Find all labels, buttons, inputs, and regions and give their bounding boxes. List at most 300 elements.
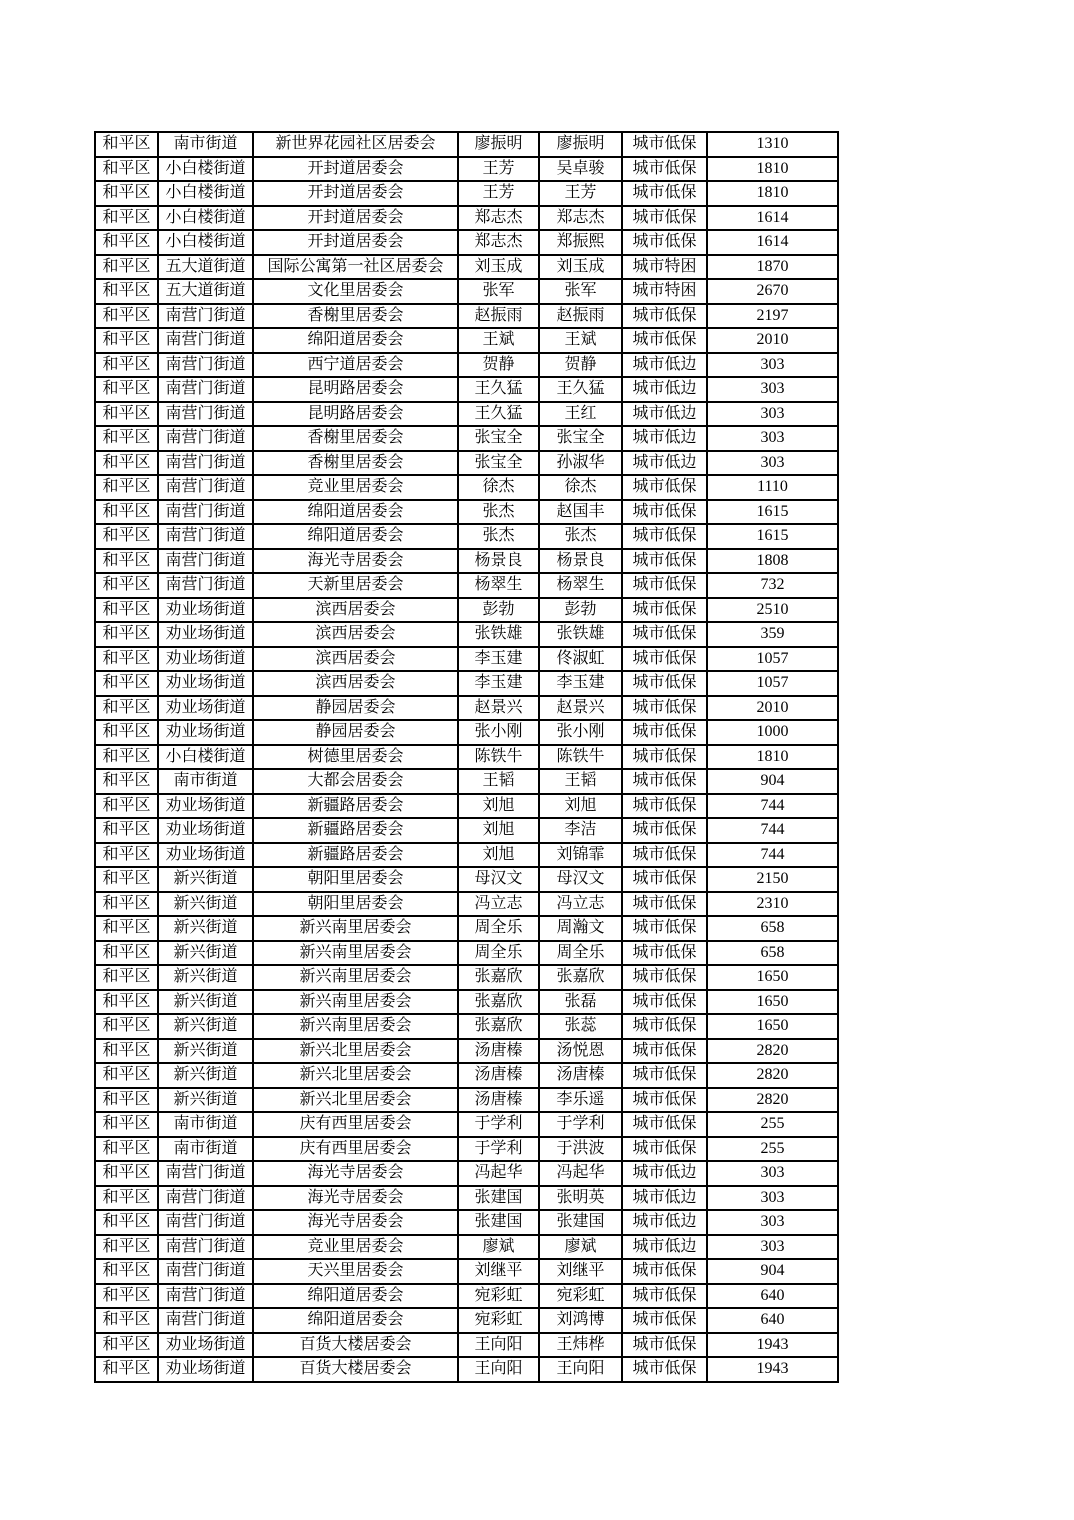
cell-district: 和平区: [95, 500, 158, 525]
cell-district: 和平区: [95, 157, 158, 182]
cell-family-member: 张军: [539, 279, 622, 304]
cell-category: 城市低保: [622, 524, 707, 549]
cell-applicant: 张杰: [458, 524, 539, 549]
table-row: [95, 1088, 838, 1113]
cell-category: 城市低保: [622, 720, 707, 745]
table-row: [95, 1235, 838, 1260]
cell-street: 南营门街道: [158, 328, 253, 353]
cell-category: 城市低保: [622, 230, 707, 255]
cell-committee: 天新里居委会: [253, 573, 458, 598]
cell-category: 城市低保: [622, 843, 707, 868]
cell-committee: 朝阳里居委会: [253, 867, 458, 892]
cell-committee: 香榭里居委会: [253, 426, 458, 451]
table-row: [95, 181, 838, 206]
cell-applicant: 赵景兴: [458, 696, 539, 721]
cell-amount: 303: [707, 402, 838, 427]
table-row: [95, 475, 838, 500]
cell-applicant: 张建国: [458, 1186, 539, 1211]
cell-category: 城市低保: [622, 500, 707, 525]
cell-category: 城市低保: [622, 818, 707, 843]
cell-district: 和平区: [95, 549, 158, 574]
cell-district: 和平区: [95, 451, 158, 476]
table-row: [95, 524, 838, 549]
cell-family-member: 廖振明: [539, 132, 622, 157]
cell-district: 和平区: [95, 696, 158, 721]
cell-street: 南营门街道: [158, 475, 253, 500]
table-row: [95, 377, 838, 402]
cell-committee: 竞业里居委会: [253, 475, 458, 500]
cell-amount: 1615: [707, 500, 838, 525]
cell-street: 南营门街道: [158, 1161, 253, 1186]
cell-district: 和平区: [95, 1210, 158, 1235]
cell-family-member: 李乐遥: [539, 1088, 622, 1113]
table-row: [95, 1259, 838, 1284]
cell-district: 和平区: [95, 843, 158, 868]
cell-family-member: 汤唐榛: [539, 1063, 622, 1088]
cell-street: 劝业场街道: [158, 647, 253, 672]
cell-applicant: 张铁雄: [458, 622, 539, 647]
cell-amount: 359: [707, 622, 838, 647]
table-row: [95, 1112, 838, 1137]
table-row: [95, 1014, 838, 1039]
cell-district: 和平区: [95, 132, 158, 157]
cell-family-member: 张杰: [539, 524, 622, 549]
cell-committee: 香榭里居委会: [253, 304, 458, 329]
cell-amount: 1614: [707, 230, 838, 255]
cell-committee: 竞业里居委会: [253, 1235, 458, 1260]
cell-family-member: 孙淑华: [539, 451, 622, 476]
cell-applicant: 赵振雨: [458, 304, 539, 329]
cell-applicant: 李玉建: [458, 647, 539, 672]
cell-category: 城市低保: [622, 671, 707, 696]
cell-committee: 百货大楼居委会: [253, 1357, 458, 1382]
cell-street: 劝业场街道: [158, 1357, 253, 1382]
cell-applicant: 廖振明: [458, 132, 539, 157]
cell-amount: 1310: [707, 132, 838, 157]
cell-applicant: 贺静: [458, 353, 539, 378]
cell-applicant: 刘旭: [458, 818, 539, 843]
cell-district: 和平区: [95, 916, 158, 941]
table-row: [95, 598, 838, 623]
cell-amount: 1810: [707, 181, 838, 206]
cell-committee: 开封道居委会: [253, 157, 458, 182]
cell-category: 城市低保: [622, 794, 707, 819]
table-row: [95, 622, 838, 647]
cell-category: 城市低保: [622, 1063, 707, 1088]
table-row: [95, 451, 838, 476]
cell-district: 和平区: [95, 1186, 158, 1211]
cell-district: 和平区: [95, 206, 158, 231]
cell-amount: 640: [707, 1284, 838, 1309]
cell-street: 南营门街道: [158, 426, 253, 451]
table-row: [95, 647, 838, 672]
cell-applicant: 王久猛: [458, 377, 539, 402]
cell-amount: 1943: [707, 1333, 838, 1358]
table-row: [95, 671, 838, 696]
cell-family-member: 王斌: [539, 328, 622, 353]
cell-category: 城市低保: [622, 157, 707, 182]
cell-amount: 303: [707, 1186, 838, 1211]
cell-street: 小白楼街道: [158, 157, 253, 182]
cell-applicant: 汤唐榛: [458, 1088, 539, 1113]
cell-street: 南营门街道: [158, 377, 253, 402]
cell-committee: 国际公寓第一社区居委会: [253, 255, 458, 280]
table-row: [95, 1186, 838, 1211]
cell-committee: 文化里居委会: [253, 279, 458, 304]
cell-applicant: 张嘉欣: [458, 965, 539, 990]
cell-category: 城市低边: [622, 353, 707, 378]
table-row: [95, 892, 838, 917]
table-row: [95, 867, 838, 892]
cell-applicant: 周全乐: [458, 941, 539, 966]
welfare-table-body: [95, 132, 838, 1382]
cell-category: 城市低保: [622, 1259, 707, 1284]
table-row: [95, 1308, 838, 1333]
cell-district: 和平区: [95, 745, 158, 770]
cell-amount: 255: [707, 1137, 838, 1162]
cell-district: 和平区: [95, 1014, 158, 1039]
table-row: [95, 353, 838, 378]
cell-category: 城市低边: [622, 1210, 707, 1235]
cell-applicant: 王芳: [458, 181, 539, 206]
cell-applicant: 张杰: [458, 500, 539, 525]
cell-street: 南营门街道: [158, 1186, 253, 1211]
cell-district: 和平区: [95, 1284, 158, 1309]
cell-applicant: 王斌: [458, 328, 539, 353]
cell-amount: 303: [707, 1210, 838, 1235]
cell-category: 城市低保: [622, 304, 707, 329]
cell-committee: 新疆路居委会: [253, 794, 458, 819]
cell-district: 和平区: [95, 1112, 158, 1137]
cell-category: 城市低保: [622, 206, 707, 231]
cell-applicant: 刘玉成: [458, 255, 539, 280]
cell-amount: 744: [707, 818, 838, 843]
cell-category: 城市低保: [622, 1357, 707, 1382]
cell-applicant: 陈铁牛: [458, 745, 539, 770]
cell-committee: 庆有西里居委会: [253, 1112, 458, 1137]
cell-committee: 海光寺居委会: [253, 1161, 458, 1186]
cell-applicant: 张嘉欣: [458, 990, 539, 1015]
cell-committee: 绵阳道居委会: [253, 1284, 458, 1309]
cell-family-member: 周全乐: [539, 941, 622, 966]
cell-amount: 303: [707, 451, 838, 476]
cell-committee: 树德里居委会: [253, 745, 458, 770]
cell-amount: 1057: [707, 671, 838, 696]
cell-district: 和平区: [95, 304, 158, 329]
cell-family-member: 刘鸿博: [539, 1308, 622, 1333]
cell-amount: 2010: [707, 328, 838, 353]
table-row: [95, 230, 838, 255]
cell-amount: 1614: [707, 206, 838, 231]
cell-district: 和平区: [95, 1259, 158, 1284]
cell-category: 城市低保: [622, 892, 707, 917]
cell-street: 新兴街道: [158, 990, 253, 1015]
cell-family-member: 冯起华: [539, 1161, 622, 1186]
cell-amount: 2820: [707, 1039, 838, 1064]
cell-district: 和平区: [95, 1161, 158, 1186]
cell-amount: 303: [707, 1161, 838, 1186]
cell-applicant: 于学利: [458, 1137, 539, 1162]
cell-committee: 静园居委会: [253, 696, 458, 721]
cell-applicant: 廖斌: [458, 1235, 539, 1260]
cell-committee: 静园居委会: [253, 720, 458, 745]
cell-district: 和平区: [95, 1063, 158, 1088]
cell-committee: 绵阳道居委会: [253, 524, 458, 549]
cell-amount: 2310: [707, 892, 838, 917]
cell-district: 和平区: [95, 671, 158, 696]
cell-family-member: 汤悦恩: [539, 1039, 622, 1064]
cell-committee: 海光寺居委会: [253, 549, 458, 574]
cell-applicant: 杨景良: [458, 549, 539, 574]
cell-category: 城市低保: [622, 965, 707, 990]
cell-category: 城市低保: [622, 475, 707, 500]
cell-category: 城市低保: [622, 132, 707, 157]
cell-category: 城市特困: [622, 255, 707, 280]
cell-applicant: 冯立志: [458, 892, 539, 917]
cell-family-member: 周瀚文: [539, 916, 622, 941]
cell-district: 和平区: [95, 1333, 158, 1358]
cell-category: 城市低保: [622, 647, 707, 672]
table-row: [95, 1039, 838, 1064]
cell-district: 和平区: [95, 573, 158, 598]
cell-applicant: 王久猛: [458, 402, 539, 427]
cell-amount: 640: [707, 1308, 838, 1333]
cell-amount: 744: [707, 794, 838, 819]
table-row: [95, 720, 838, 745]
cell-applicant: 张嘉欣: [458, 1014, 539, 1039]
cell-category: 城市低保: [622, 328, 707, 353]
cell-applicant: 张军: [458, 279, 539, 304]
cell-family-member: 刘旭: [539, 794, 622, 819]
cell-category: 城市低边: [622, 426, 707, 451]
cell-district: 和平区: [95, 720, 158, 745]
cell-applicant: 杨翠生: [458, 573, 539, 598]
table-row: [95, 1284, 838, 1309]
table-row: [95, 573, 838, 598]
cell-committee: 朝阳里居委会: [253, 892, 458, 917]
cell-amount: 2670: [707, 279, 838, 304]
cell-applicant: 郑志杰: [458, 206, 539, 231]
cell-amount: 303: [707, 377, 838, 402]
table-row: [95, 1063, 838, 1088]
cell-family-member: 母汉文: [539, 867, 622, 892]
cell-amount: 2820: [707, 1063, 838, 1088]
cell-street: 劝业场街道: [158, 720, 253, 745]
cell-family-member: 宛彩虹: [539, 1284, 622, 1309]
cell-committee: 新兴南里居委会: [253, 1014, 458, 1039]
cell-district: 和平区: [95, 1039, 158, 1064]
cell-amount: 2010: [707, 696, 838, 721]
cell-street: 南营门街道: [158, 524, 253, 549]
cell-amount: 1870: [707, 255, 838, 280]
cell-amount: 1615: [707, 524, 838, 549]
cell-committee: 滨西居委会: [253, 622, 458, 647]
cell-district: 和平区: [95, 622, 158, 647]
cell-family-member: 王向阳: [539, 1357, 622, 1382]
cell-family-member: 王炜桦: [539, 1333, 622, 1358]
cell-applicant: 徐杰: [458, 475, 539, 500]
cell-street: 新兴街道: [158, 916, 253, 941]
cell-family-member: 张磊: [539, 990, 622, 1015]
cell-committee: 新兴北里居委会: [253, 1088, 458, 1113]
cell-applicant: 刘旭: [458, 794, 539, 819]
cell-street: 南营门街道: [158, 1259, 253, 1284]
cell-applicant: 张建国: [458, 1210, 539, 1235]
cell-category: 城市低保: [622, 769, 707, 794]
table-row: [95, 745, 838, 770]
table-row: [95, 990, 838, 1015]
cell-street: 新兴街道: [158, 1063, 253, 1088]
table-row: [95, 549, 838, 574]
cell-category: 城市低保: [622, 745, 707, 770]
cell-applicant: 宛彩虹: [458, 1284, 539, 1309]
cell-family-member: 李洁: [539, 818, 622, 843]
cell-street: 南营门街道: [158, 549, 253, 574]
table-row: [95, 157, 838, 182]
cell-category: 城市低保: [622, 1039, 707, 1064]
cell-street: 南市街道: [158, 769, 253, 794]
cell-committee: 庆有西里居委会: [253, 1137, 458, 1162]
cell-district: 和平区: [95, 965, 158, 990]
cell-street: 新兴街道: [158, 892, 253, 917]
cell-family-member: 王芳: [539, 181, 622, 206]
cell-amount: 1943: [707, 1357, 838, 1382]
cell-street: 劝业场街道: [158, 622, 253, 647]
cell-applicant: 于学利: [458, 1112, 539, 1137]
cell-family-member: 张嘉欣: [539, 965, 622, 990]
cell-committee: 滨西居委会: [253, 671, 458, 696]
cell-district: 和平区: [95, 353, 158, 378]
cell-family-member: 张小刚: [539, 720, 622, 745]
table-row: [95, 965, 838, 990]
table-row: [95, 304, 838, 329]
cell-family-member: 吴卓骏: [539, 157, 622, 182]
cell-category: 城市低保: [622, 1137, 707, 1162]
cell-committee: 百货大楼居委会: [253, 1333, 458, 1358]
cell-street: 新兴街道: [158, 1039, 253, 1064]
cell-committee: 绵阳道居委会: [253, 500, 458, 525]
table-row: [95, 279, 838, 304]
cell-applicant: 冯起华: [458, 1161, 539, 1186]
cell-family-member: 刘锦霏: [539, 843, 622, 868]
cell-district: 和平区: [95, 475, 158, 500]
cell-district: 和平区: [95, 426, 158, 451]
cell-applicant: 周全乐: [458, 916, 539, 941]
cell-street: 南营门街道: [158, 500, 253, 525]
cell-family-member: 张建国: [539, 1210, 622, 1235]
cell-applicant: 刘旭: [458, 843, 539, 868]
cell-amount: 904: [707, 1259, 838, 1284]
cell-category: 城市低保: [622, 916, 707, 941]
cell-family-member: 贺静: [539, 353, 622, 378]
cell-category: 城市低保: [622, 573, 707, 598]
cell-amount: 1810: [707, 745, 838, 770]
cell-family-member: 王韬: [539, 769, 622, 794]
cell-applicant: 母汉文: [458, 867, 539, 892]
cell-family-member: 徐杰: [539, 475, 622, 500]
cell-district: 和平区: [95, 647, 158, 672]
cell-district: 和平区: [95, 941, 158, 966]
table-row: [95, 1161, 838, 1186]
cell-amount: 904: [707, 769, 838, 794]
cell-committee: 开封道居委会: [253, 181, 458, 206]
cell-category: 城市低保: [622, 622, 707, 647]
welfare-records-table: [94, 131, 839, 1383]
cell-amount: 1650: [707, 990, 838, 1015]
cell-applicant: 李玉建: [458, 671, 539, 696]
cell-category: 城市低保: [622, 990, 707, 1015]
cell-street: 新兴街道: [158, 867, 253, 892]
cell-amount: 658: [707, 941, 838, 966]
cell-street: 南营门街道: [158, 1308, 253, 1333]
cell-committee: 新疆路居委会: [253, 818, 458, 843]
cell-family-member: 郑振熙: [539, 230, 622, 255]
cell-district: 和平区: [95, 402, 158, 427]
cell-district: 和平区: [95, 892, 158, 917]
cell-committee: 西宁道居委会: [253, 353, 458, 378]
cell-street: 南营门街道: [158, 573, 253, 598]
cell-family-member: 于洪波: [539, 1137, 622, 1162]
cell-amount: 2510: [707, 598, 838, 623]
cell-family-member: 刘玉成: [539, 255, 622, 280]
cell-committee: 香榭里居委会: [253, 451, 458, 476]
cell-family-member: 佟淑虹: [539, 647, 622, 672]
cell-category: 城市低保: [622, 1112, 707, 1137]
cell-committee: 天兴里居委会: [253, 1259, 458, 1284]
cell-committee: 开封道居委会: [253, 206, 458, 231]
cell-category: 城市低边: [622, 1161, 707, 1186]
cell-family-member: 陈铁牛: [539, 745, 622, 770]
cell-family-member: 王久猛: [539, 377, 622, 402]
table-row: [95, 696, 838, 721]
cell-committee: 海光寺居委会: [253, 1210, 458, 1235]
cell-committee: 新兴北里居委会: [253, 1063, 458, 1088]
cell-district: 和平区: [95, 230, 158, 255]
cell-family-member: 刘继平: [539, 1259, 622, 1284]
cell-amount: 2820: [707, 1088, 838, 1113]
cell-category: 城市低保: [622, 1284, 707, 1309]
cell-family-member: 彭勃: [539, 598, 622, 623]
cell-committee: 新兴南里居委会: [253, 965, 458, 990]
cell-amount: 303: [707, 353, 838, 378]
cell-street: 劝业场街道: [158, 696, 253, 721]
table-row: [95, 818, 838, 843]
cell-amount: 1650: [707, 965, 838, 990]
table-row: [95, 1210, 838, 1235]
cell-street: 劝业场街道: [158, 843, 253, 868]
table-row: [95, 500, 838, 525]
cell-amount: 1650: [707, 1014, 838, 1039]
cell-family-member: 赵国丰: [539, 500, 622, 525]
cell-amount: 1110: [707, 475, 838, 500]
cell-applicant: 刘继平: [458, 1259, 539, 1284]
cell-committee: 昆明路居委会: [253, 402, 458, 427]
cell-applicant: 汤唐榛: [458, 1063, 539, 1088]
cell-category: 城市低边: [622, 377, 707, 402]
cell-family-member: 张宝全: [539, 426, 622, 451]
cell-category: 城市低边: [622, 1235, 707, 1260]
cell-street: 南营门街道: [158, 402, 253, 427]
cell-family-member: 张明英: [539, 1186, 622, 1211]
table-row: [95, 1333, 838, 1358]
cell-street: 劝业场街道: [158, 671, 253, 696]
cell-applicant: 汤唐榛: [458, 1039, 539, 1064]
cell-applicant: 王向阳: [458, 1333, 539, 1358]
cell-district: 和平区: [95, 990, 158, 1015]
cell-committee: 昆明路居委会: [253, 377, 458, 402]
cell-applicant: 张小刚: [458, 720, 539, 745]
cell-category: 城市低保: [622, 867, 707, 892]
